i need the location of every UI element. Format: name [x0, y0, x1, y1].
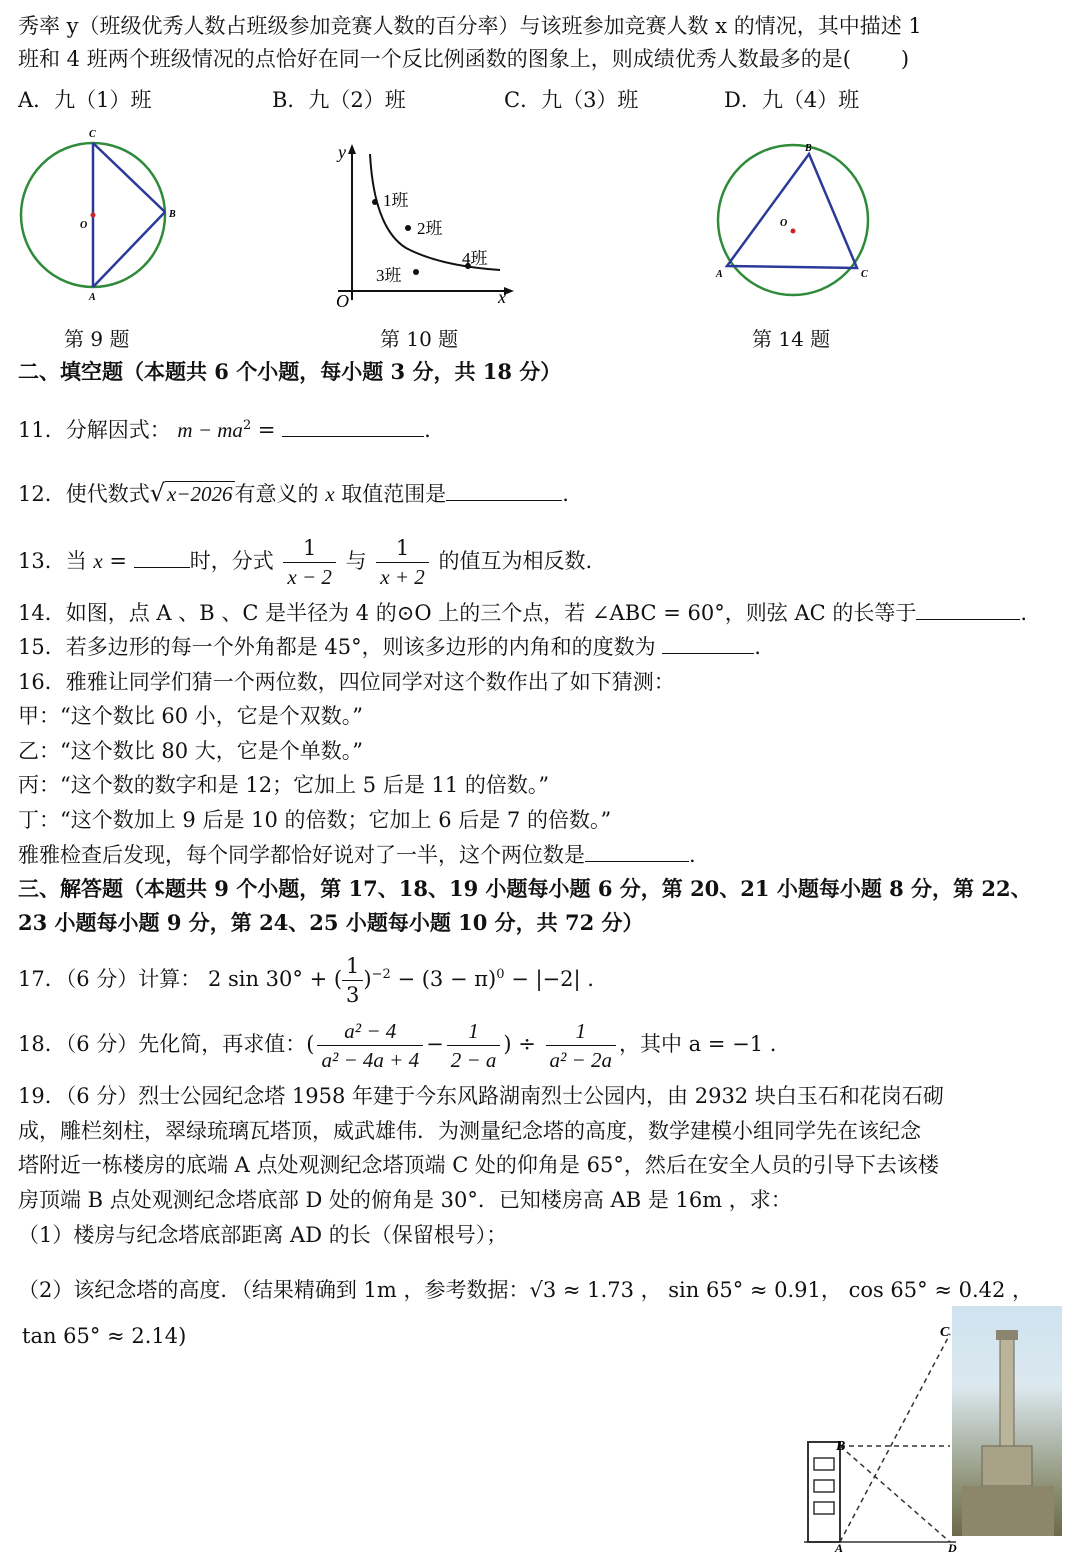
- q12-sqrt-icon: √: [149, 479, 166, 507]
- figure-10-caption: 第 10 题: [380, 327, 459, 351]
- q11-exponent: 2: [242, 418, 252, 433]
- q11-prefix: 11．分解因式：: [18, 418, 171, 442]
- question-12: [18, 479, 569, 508]
- q18-f2-numerator: 1: [447, 1017, 501, 1046]
- section-3-heading-line-1: 三、解答题（本题共 9 个小题，第 17、18、19 小题每小题 6 分，第 20、21 小题每小题 8 分，第 22、: [18, 876, 1032, 901]
- section-3-heading-line-2: 23 小题每小题 9 分，第 24、25 小题每小题 10 分，共 72 分）: [18, 910, 644, 935]
- fig19-label-c: C: [940, 1325, 950, 1340]
- intro-line-2-end: ): [900, 47, 910, 71]
- tower-top: [996, 1330, 1018, 1340]
- q18-f3-numerator: 1: [546, 1017, 616, 1046]
- tower-illustration: [952, 1306, 1062, 1536]
- figure-9-caption: 第 9 题: [64, 327, 130, 351]
- q13-f1-numerator: 1: [283, 534, 336, 563]
- fig10-label-y: y: [338, 142, 346, 162]
- q19-part-1: （1）楼房与纪念塔底部距离 AD 的长（保留根号）；: [18, 1223, 508, 1247]
- figure-9-diagram: [14, 126, 190, 304]
- intro-line-2: [18, 45, 909, 73]
- figure-10-graph: [330, 140, 520, 315]
- fig10-label-origin: O: [336, 291, 349, 311]
- q13-f1-denominator: x − 2: [287, 565, 332, 589]
- q13-and: 与: [345, 549, 367, 573]
- figure-14-diagram: [710, 140, 880, 310]
- fig10-label-class-2: 2班: [417, 219, 443, 238]
- fig9-center-point: [91, 213, 96, 218]
- q14-answer-blank[interactable]: [916, 599, 1020, 620]
- option-a: A．九（1）班: [18, 88, 152, 112]
- fig19-label-a: A: [835, 1541, 844, 1552]
- q13-f2-denominator: x + 2: [380, 565, 425, 589]
- q16-answer-blank[interactable]: [585, 841, 689, 862]
- q14-end: .: [1020, 601, 1028, 625]
- q15-end: .: [754, 635, 761, 659]
- q12-mid: 有意义的: [234, 482, 319, 506]
- q19-part-2-continued: tan 65° ≈ 2.14): [22, 1324, 187, 1348]
- q16-conclusion-text: 雅雅检查后发现，每个同学都恰好说对了一半，这个两位数是: [18, 843, 585, 867]
- intro-line-2-text: 班和 4 班两个班级情况的点恰好在同一个反比例函数的图象上，则成绩优秀人数最多的是(: [18, 47, 851, 71]
- q13-answer-blank[interactable]: [134, 547, 190, 568]
- question-15: [18, 633, 761, 661]
- fig19-label-b: B: [836, 1439, 846, 1454]
- question-18: [18, 1015, 776, 1074]
- q17-expr-a: 2 sin 30° + (: [207, 967, 343, 991]
- fig14-center-point: [791, 229, 796, 234]
- question-17: [18, 946, 594, 1009]
- q13-var: x: [93, 549, 103, 573]
- fig19-line-ac: [840, 1334, 950, 1542]
- fig14-triangle-abc: [727, 154, 857, 268]
- q17-prefix: 17．（6 分）计算：: [18, 967, 202, 991]
- q12-suffix: 取值范围是: [341, 482, 447, 506]
- fig10-label-class-3: 3班: [376, 266, 402, 285]
- q12-answer-blank[interactable]: [446, 480, 562, 501]
- figure-14-caption: 第 14 题: [752, 327, 831, 351]
- question-14: [18, 599, 1027, 627]
- q18-minus: −: [426, 1032, 444, 1056]
- q17-frac-denominator: 3: [346, 983, 360, 1007]
- figure-19-diagram: [800, 1320, 960, 1552]
- intro-line-1: 秀率 y（班级优秀人数占班级参加竞赛人数的百分率）与该班参加竞赛人数 x 的情况，其中描述 1: [18, 14, 922, 38]
- q13-fraction-2: [376, 534, 429, 591]
- q16-guess-jia: 甲：“这个数比 60 小，它是个双数。”: [18, 704, 364, 728]
- tower-platform: [962, 1486, 1054, 1536]
- q15-text: 15．若多边形的每一个外角都是 45°，则该多边形的内角和的度数为: [18, 635, 663, 659]
- question-11: [18, 412, 431, 444]
- q13-after: 时，分式: [189, 549, 274, 573]
- fig14-label-c: C: [861, 269, 868, 280]
- question-13: [18, 532, 592, 591]
- fig10-point-1: [372, 199, 378, 205]
- q17-expr-d: − |−2| .: [504, 967, 594, 991]
- q13-fraction-1: [283, 534, 336, 591]
- q11-end: .: [424, 418, 431, 442]
- q16-stem: 16．雅雅让同学们猜一个两位数，四位同学对这个数作出了如下猜测：: [18, 670, 675, 694]
- option-c: C．九（3）班: [504, 88, 639, 112]
- q14-text: 14．如图，点 A 、B 、C 是半径为 4 的⊙O 上的三个点，若 ∠ABC = 60°，则弦 AC 的长等于: [18, 601, 917, 625]
- q12-prefix: 12．使代数式: [18, 482, 150, 506]
- q17-expr-b: ): [363, 967, 372, 991]
- fig10-y-arrow: [348, 144, 356, 154]
- q12-var: x: [325, 482, 335, 506]
- option-d: D．九（4）班: [724, 88, 860, 112]
- memorial-tower-photo: [952, 1306, 1062, 1536]
- q12-end: .: [562, 482, 569, 506]
- q18-f1-denominator: a² − 4a + 4: [321, 1048, 420, 1072]
- q18-suffix: ，其中 a = −1 .: [618, 1032, 777, 1056]
- fig19-window-2: [814, 1480, 834, 1492]
- q13-f2-numerator: 1: [376, 534, 429, 563]
- q18-fraction-2: [447, 1017, 501, 1074]
- fig10-label-class-4: 4班: [462, 249, 488, 268]
- q19-line-3: 塔附近一栋楼房的底端 A 点处观测纪念塔顶端 C 处的仰角是 65°，然后在安全人员的引导下去该楼: [18, 1153, 939, 1177]
- fig10-point-2: [405, 225, 411, 231]
- q18-fraction-3: [546, 1017, 616, 1074]
- q18-f3-denominator: a² − 2a: [549, 1048, 612, 1072]
- q16-guess-yi: 乙：“这个数比 80 大，它是个单数。”: [18, 739, 364, 763]
- fig14-label-a: A: [716, 269, 723, 280]
- q16-guess-ding: 丁：“这个数加上 9 后是 10 的倍数；它加上 6 后是 7 的倍数。”: [18, 808, 612, 832]
- q17-exponent-2: 0: [496, 967, 505, 982]
- section-2-heading: 二、填空题（本题共 6 个小题，每小题 3 分，共 18 分）: [18, 359, 562, 384]
- fig10-point-3: [413, 269, 419, 275]
- q18-divide: ) ÷: [503, 1032, 543, 1056]
- q15-answer-blank[interactable]: [662, 633, 754, 654]
- q18-f1-numerator: a² − 4: [317, 1017, 423, 1046]
- fig19-window-1: [814, 1458, 834, 1470]
- fig9-segment-ba: [93, 212, 165, 287]
- q13-prefix: 13．当: [18, 549, 87, 573]
- fig19-window-3: [814, 1502, 834, 1514]
- q18-fraction-1: [317, 1017, 423, 1074]
- option-b: B．九（2）班: [272, 88, 406, 112]
- q11-answer-blank[interactable]: [282, 416, 424, 437]
- q16-conclusion: [18, 841, 696, 869]
- q16-end: .: [689, 843, 696, 867]
- q19-line-4: 房顶端 B 点处观测纪念塔底部 D 处的俯角是 30°．已知楼房高 AB 是 16m ，求：: [18, 1188, 792, 1212]
- q17-exponent-1: −2: [371, 967, 391, 982]
- fig9-label-a: A: [89, 292, 96, 303]
- q11-equals: =: [251, 418, 283, 442]
- q17-fraction: [342, 952, 363, 1009]
- q19-line-2: 成，雕栏刻柱，翠绿琉璃瓦塔顶，威武雄伟．为测量纪念塔的高度，数学建模小组同学先在该纪念: [18, 1119, 921, 1143]
- fig9-label-b: B: [169, 209, 176, 220]
- q12-radicand: x−2026: [167, 482, 233, 506]
- q17-frac-numerator: 1: [342, 952, 363, 981]
- q11-expression: m − ma: [177, 418, 243, 442]
- fig14-circle: [718, 145, 868, 295]
- q19-part-2: （2）该纪念塔的高度．（结果精确到 1m ，参考数据：√3 ≈ 1.73 ， sin 65° ≈ 0.91， cos 65° ≈ 0.42 ，: [18, 1278, 1034, 1302]
- q18-f2-denominator: 2 − a: [450, 1048, 497, 1072]
- q13-suffix: 的值互为相反数.: [438, 549, 593, 573]
- q13-equals: =: [102, 549, 134, 573]
- fig14-label-o: O: [780, 218, 788, 229]
- fig19-line-bd: [840, 1446, 950, 1542]
- fig10-label-x: x: [498, 287, 506, 307]
- fig10-label-class-1: 1班: [383, 191, 409, 210]
- q16-guess-bing: 丙：“这个数的数字和是 12；它加上 5 后是 11 的倍数。”: [18, 773, 550, 797]
- fig14-label-b: B: [805, 143, 812, 154]
- fig9-label-c: C: [89, 129, 96, 140]
- fig19-label-d: D: [948, 1541, 957, 1552]
- q17-expr-c: − (3 − π): [390, 967, 497, 991]
- q18-prefix: 18．（6 分）先化简，再求值：(: [18, 1032, 315, 1056]
- tower-shaft: [1000, 1336, 1014, 1446]
- fig9-label-o: O: [80, 220, 88, 231]
- tower-base: [982, 1446, 1032, 1486]
- q19-line-1: 19．（6 分）烈士公园纪念塔 1958 年建于今东风路湖南烈士公园内，由 2932 块白玉石和花岗石砌: [18, 1084, 944, 1108]
